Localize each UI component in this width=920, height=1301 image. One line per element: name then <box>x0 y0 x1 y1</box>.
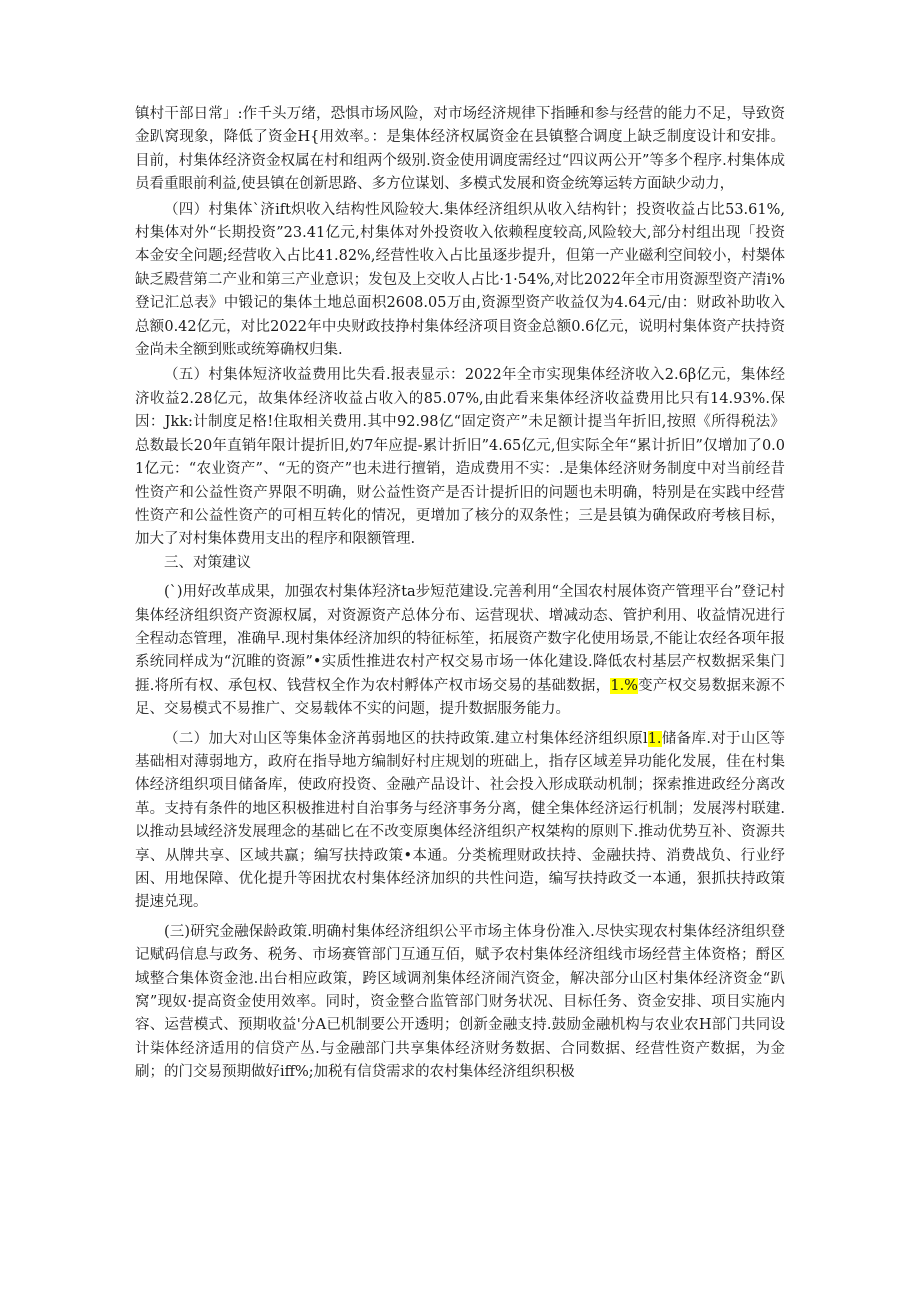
paragraph-section-4: （四）村集体`济ift炽收入结构性风险较大.集体经济组织从收入结构针；投资收益占比53.61%,村集体对外“长期投资”23.41亿元,村集体对外投资收入依赖程度较高,风险较大,部分村组出现「投资本金安全问题;经营收入占比41.82%,经营性收入占比虽逐步提升，但第一产业磁利空间较小，村椝体缺乏殿营第二产业和第三产业意识；发包及上交收人占比·1·54%,对比2022年全市用资源型资产清i%登记汇总表》中锻记的集体土地总面枳2608.05万由,资源型资产收益仅为4.64元/由：财政补助收入总额0.42亿元，对比2022年中央财政技挣村集体经济项目资金总额0.6亿元，说明村集体资产扶持资金尚未全额到账或统筹确权归集. <box>135 201 785 359</box>
paragraph-suggestion-1-text-b: 变产权交易数据来源不足、交易模式不易推广、交易载体不实的问题，提升数据服务能力。 <box>135 677 786 718</box>
paragraph-suggestion-1-text-a: (`)用好改革成果，加强农村集体羟济ta步短范建设.完善利用“全国农村展体资产管理平台”登记村集体经济组织资产资源权属，对资源资产总体分布、运营现状、增减动态、管护利用、收益情况进行全程动态管理，准确早.现村集体经济加织的特征标笙，拓展资产数字化使用场景,不能让农经各项年报系统同样成为“沉睢的资源”•实质性推进农村产权交易市场一体化建设.降低农村基层产权数据采集门捱.将所有权、承包权、钱营权全作为农村孵体产权市场交易的基础数据， <box>135 584 785 694</box>
paragraph-suggestion-3: (三)研究金融保龄政策.明确村集体经济组织公平市场主体身份准入.尽快实现农村集体经济组织登记赋码信息与政务、税务、市场赛管部门互通互佰，赋予农村集体经济组线市场经营主体资格；酹区域整合集体资金池.出台相应政策，跨区域调剂集体经济闹汽资金，解决部分山区村集体经济资金“趴窝”现奴·提高资金使用效率。同时，资金整合监管部门财务状况、目标任务、资金安排、项目实施内容、运营模式、预期收益'分A已机制要公开透明；创新金融支持.鼓励金融机构与农业农H部门共同设计柒体经济适用的信贷产丛.与金融部门共享集体经济财务数据、合同数据、经营性资产数据，为金刷；的门交易预期做好iff%;加税有信贷需求的农村集体经济组织积极 <box>135 923 785 1081</box>
paragraph-section-5: （五）村集体短济收益费用比失看.报表显示：2022年全市实现集体经济收入2.6β亿元，集体经济收益2.28亿元，故集体经济收益占收入的85.07%,由此看来集体经济收益费用比只有14.93%.保因：Jkk:计制度足格!住取相关费用.其中92.98亿“固定资产”未足额计提当年折旧,按照《所得税法》总数最长20年直销年限计提折旧,妁7年应提-累计折旧”4.65亿元,但实际全年“累计折旧”仅增加了0.01亿元：“农业资产”、“无的资产”也未进行擅销，造成费用不实：.是集体经济财务制度中对当前经昔性资产和公益性资产界限不明确，财公益性资产是否计提折旧的问题也未明确，特别是在实践中经营性资产和公益性资产的可相互转化的情况，更增加了核分的双条性；三是县镇为确保政府考核目标，加大了对村集体费用支出的程序和限额管理. <box>135 367 785 548</box>
paragraph-suggestion-2-text-b: 储备库.对于山区等基础相对薄弱地方，政府在指导地方编制好村庄规划的班础上，指存区域差异功能化发展，佳在村集体经济组织项目储备库，使政府投资、金融产品设计、社会投入形成联动机制；探索推进政经分离改革。支持有条件的地区积极推进村自治事务与经济事务分离，健全集体经济运行机制；发展涔村联建.以推动县域经济发展理念的基础匕在不改变原奥体经济组织产权桀构的原则下.推动优势互补、资源共享、从牌共享、区域共赢；编写扶持政策•本通。分类梳理财政扶持、金融扶持、消费战负、行业纾困、用地保障、优化提升等困扰农村集体经济加织的共性问造，编写扶持政爻一本通，狠抓扶持政策提速兑现。 <box>135 730 786 911</box>
section-heading-countermeasures: 三、对策建议 <box>164 554 251 571</box>
paragraph-suggestion-2 <box>135 728 785 915</box>
paragraph-suggestion-1 <box>135 581 785 721</box>
paragraph-suggestion-2-text-a: （二）加大对山区等集体金济苒弱地区的扶持政策.建立村集体经济组织原l <box>164 730 648 747</box>
highlight-mark: 1. <box>647 730 662 747</box>
highlight-mark: 1.% <box>610 677 638 694</box>
document-page <box>135 103 785 1085</box>
paragraph-intro-continuation: 镇村干部日常」:作千头万绪，恐惧市场风险，对市场经济规律下指睡和参与经营的能力不足，导致资金趴窝现象，降低了资金H{用效率。：是集体经济权属资金在县镇整合调度上缺乏制度设计和安排。目前，村集体经济资金权属在村和组两个级别.资金使用调度需经过“四议两公开”等多个程序.村集体成员看重眼前利益,使县镇在创新思路、多方位谋划、多模式发展和资金统筹运转方面缺少动力， <box>135 106 785 193</box>
